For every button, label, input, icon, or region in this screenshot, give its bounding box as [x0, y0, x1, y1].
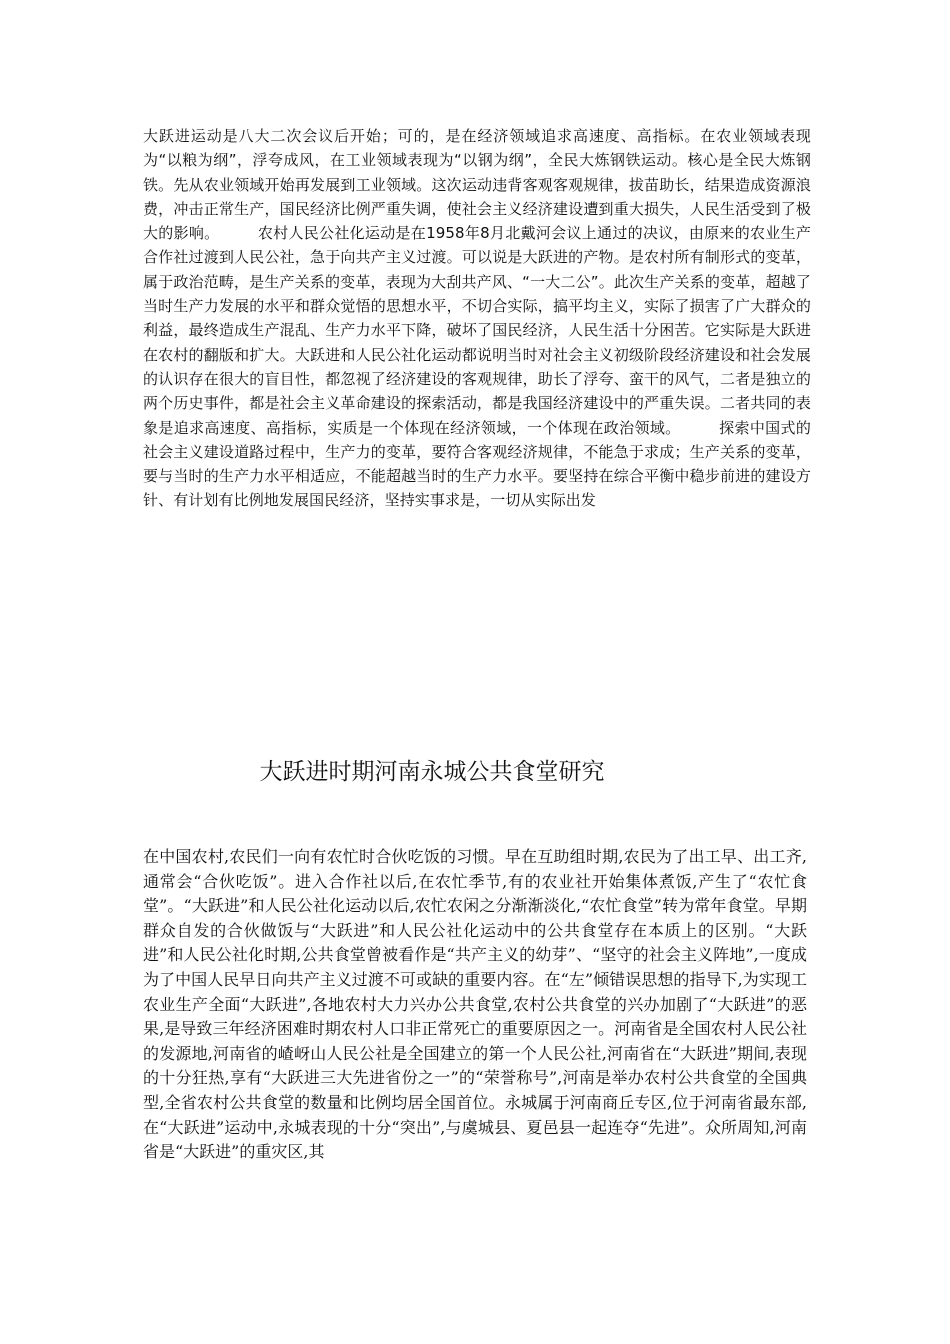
essay-paragraph: 大跃进运动是八大二次会议后开始；可的，是在经济领域追求高速度、高指标。在农业领域表现为“以粮为纲”，浮夸成风，在工业领域表现为“以钢为纲”，全民大炼钢铁运动。核心是全民大炼钢铁。先从农业领域开始再发展到工业领域。这次运动违背客观客观规律，拔苗助长，结果造成资源浪费，冲击正常生产，国民经济比例严重失调，使社会主义经济建设遭到重大损失，人民生活受到了极大的影响。 农村人民公社化运动是在1958年8月北戴河会议上通过的决议，由原来的农业生产合作社过渡到人民公社，急于向共产主义过渡。可以说是大跃进的产物。是农村所有制形式的变革，属于政治范畴，是生产关系的变革，表现为大刮共产风、“一大二公”。此次生产关系的变革，超越了当时生产力发展的水平和群众觉悟的思想水平，不切合实际，搞平均主义，实际了损害了广大群众的利益，最终造成生产混乱、生产力水平下降，破坏了国民经济，人民生活十分困苦。它实际是大跃进在农村的翻版和扩大。大跃进和人民公社化运动都说明当时对社会主义初级阶段经济建设和社会发展的认识存在很大的盲目性，都忽视了经济建设的客观规律，助长了浮夸、蛮干的风气，二者是独立的两个历史事件，都是社会主义革命建设的探索活动，都是我国经济建设中的严重失误。二者共同的表象是追求高速度、高指标，实质是一个体现在经济领域，一个体现在政治领域。 探索中国式的社会主义建设道路过程中，生产力的变革，要符合客观经济规律，不能急于求成；生产关系的变革，要与当时的生产力水平相适应，不能超越当时的生产力水平。要坚持在综合平衡中稳步前进的建设方针、有计划有比例地发展国民经济，坚持实事求是，一切从实际出发 [143, 127, 811, 510]
article-title: 大跃进时期河南永城公共食堂研究 [259, 759, 605, 785]
article-body-paragraph: 在中国农村,农民们一向有农忙时合伙吃饭的习惯。早在互助组时期,农民为了出工早、出工齐,通常会“合伙吃饭”。进入合作社以后,在农忙季节,有的农业社开始集体煮饭,产生了“农忙食堂”。“大跃进”和人民公社化运动以后,农忙农闲之分渐渐淡化,“农忙食堂”转为常年食堂。早期群众自发的合伙做饭与“大跃进”和人民公社化运动中的公共食堂存在本质上的区别。“大跃进”和人民公社化时期,公共食堂曾被看作是“共产主义的幼芽”、“坚守的社会主义阵地”,一度成为了中国人民早日向共产主义过渡不可或缺的重要内容。在“左”倾错误思想的指导下,为实现工农业生产全面“大跃进”,各地农村大力兴办公共食堂,农村公共食堂的兴办加剧了“大跃进”的恶果,是导致三年经济困难时期农村人口非正常死亡的重要原因之一。河南省是全国农村人民公社的发源地,河南省的嵖岈山人民公社是全国建立的第一个人民公社,河南省在“大跃进”期间,表现的十分狂热,享有“大跃进三大先进省份之一”的“荣誉称号”,河南是举办农村公共食堂的全国典型,全省农村公共食堂的数量和比例均居全国首位。永城属于河南商丘专区,位于河南省最东部,在“大跃进”运动中,永城表现的十分“突出”,与虞城县、夏邑县一起连夺“先进”。众所周知,河南省是“大跃进”的重灾区,其 [143, 847, 807, 1162]
